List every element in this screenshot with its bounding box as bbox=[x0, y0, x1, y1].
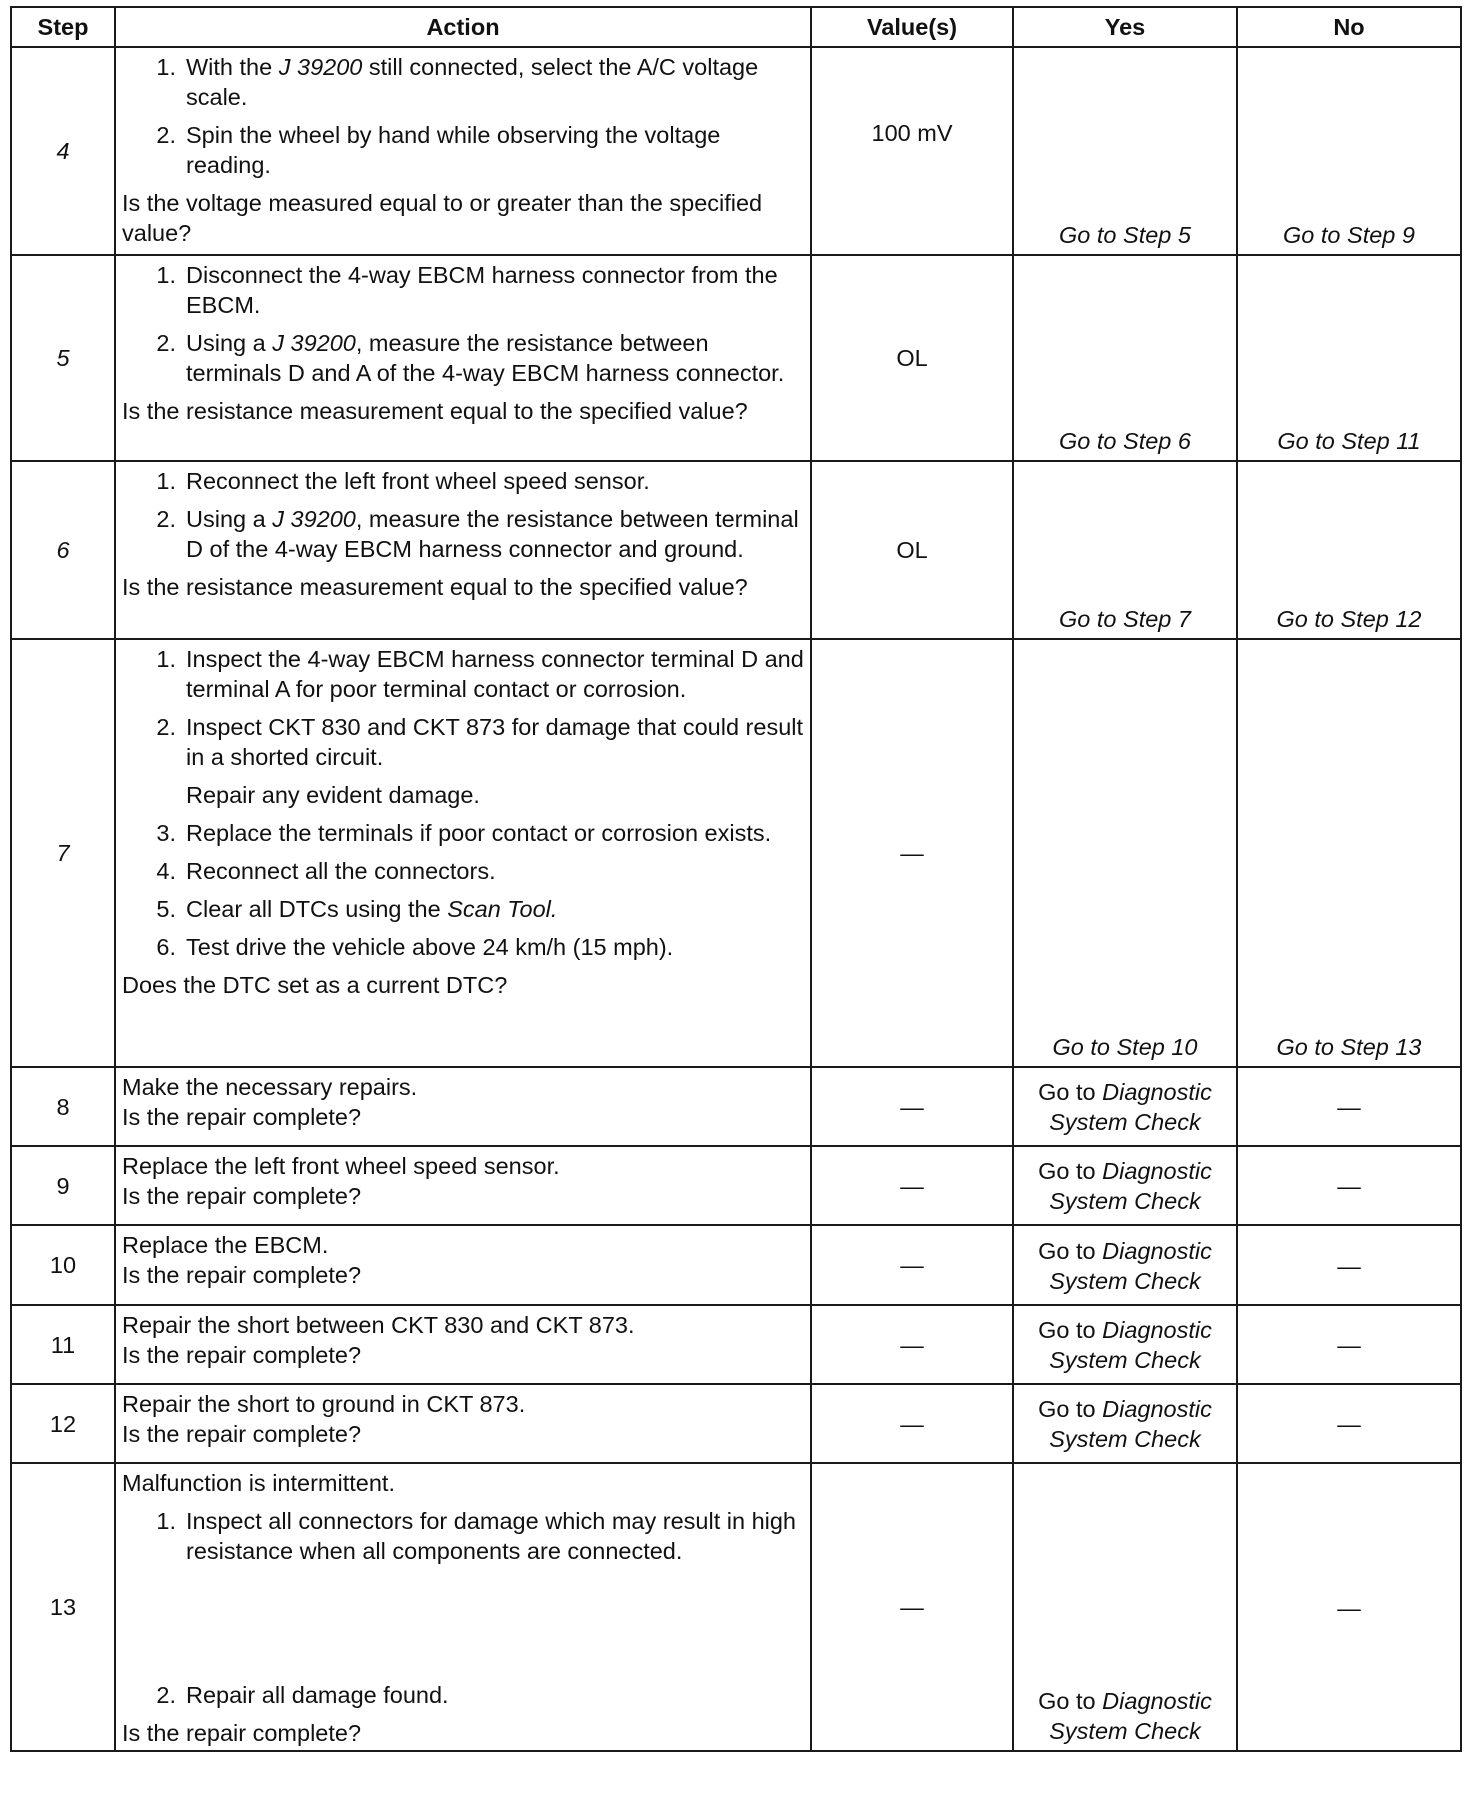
list-item: 4. Reconnect all the connectors. bbox=[156, 858, 496, 884]
list-item: 6. Test drive the vehicle above 24 km/h (15 mph). bbox=[156, 934, 674, 960]
question-text: Is the resistance measurement equal to the specified value? bbox=[122, 398, 748, 424]
question-text: Is the repair complete? bbox=[122, 1421, 362, 1447]
no-cell: Go to Step 9 bbox=[1237, 47, 1461, 255]
no-cell: — bbox=[1237, 1463, 1461, 1751]
list-item: 1. Disconnect the 4-way EBCM harness connector from the EBCM. bbox=[156, 262, 778, 318]
list-item: 1. With the J 39200 still connected, select the A/C voltage scale. bbox=[156, 54, 759, 110]
step-number: 6 bbox=[11, 461, 115, 639]
header-row bbox=[11, 7, 1461, 47]
yes-cell: Go to Step 10 bbox=[1013, 639, 1237, 1067]
value-cell: OL bbox=[811, 255, 1013, 461]
list-item: 1. Inspect the 4-way EBCM harness connector terminal D and terminal A for poor terminal contact or corrosion. bbox=[156, 646, 804, 702]
step-number: 11 bbox=[11, 1305, 115, 1384]
no-cell: — bbox=[1237, 1067, 1461, 1146]
step-number: 12 bbox=[11, 1384, 115, 1463]
header-no: No bbox=[1237, 7, 1461, 47]
yes-cell: Go to Diagnostic System Check bbox=[1013, 1384, 1237, 1463]
yes-cell: Go to Diagnostic System Check bbox=[1013, 1463, 1237, 1751]
diagnostic-table bbox=[10, 6, 1462, 1752]
action-cell bbox=[115, 1463, 811, 1751]
table-row bbox=[11, 1305, 1461, 1384]
action-text: Make the necessary repairs. bbox=[122, 1074, 418, 1100]
step-number: 9 bbox=[11, 1146, 115, 1225]
value-cell: — bbox=[811, 1384, 1013, 1463]
diagnostic-table-sheet bbox=[10, 6, 1462, 1752]
header-step: Step bbox=[11, 7, 115, 47]
no-cell: — bbox=[1237, 1225, 1461, 1305]
question-text: Is the repair complete? bbox=[122, 1262, 362, 1288]
question-text: Is the repair complete? bbox=[122, 1183, 362, 1209]
table-row bbox=[11, 255, 1461, 461]
list-item: 5. Clear all DTCs using the Scan Tool. bbox=[156, 896, 558, 922]
table-row bbox=[11, 47, 1461, 255]
yes-cell: Go to Step 7 bbox=[1013, 461, 1237, 639]
step-number: 8 bbox=[11, 1067, 115, 1146]
no-cell: — bbox=[1237, 1384, 1461, 1463]
value-cell: — bbox=[811, 1225, 1013, 1305]
table-row bbox=[11, 1384, 1461, 1463]
value-cell: — bbox=[811, 639, 1013, 1067]
question-text: Does the DTC set as a current DTC? bbox=[122, 972, 508, 998]
question-text: Is the repair complete? bbox=[122, 1342, 362, 1368]
list-item: 3. Replace the terminals if poor contact or corrosion exists. bbox=[156, 820, 772, 846]
yes-cell: Go to Diagnostic System Check bbox=[1013, 1225, 1237, 1305]
header-yes: Yes bbox=[1013, 7, 1237, 47]
yes-cell: Go to Diagnostic System Check bbox=[1013, 1067, 1237, 1146]
list-item: 2. Using a J 39200, measure the resistance between terminal D of the 4-way EBCM harness connector and ground. bbox=[156, 506, 799, 562]
yes-cell: Go to Step 5 bbox=[1013, 47, 1237, 255]
header-values: Value(s) bbox=[811, 7, 1013, 47]
list-item: 2. Using a J 39200, measure the resistance between terminals D and A of the 4-way EBCM harness connector. bbox=[156, 330, 785, 386]
question-text: Is the voltage measured equal to or greater than the specified value? bbox=[122, 190, 763, 246]
action-cell bbox=[115, 255, 811, 461]
value-cell: OL bbox=[811, 461, 1013, 639]
list-subnote: Repair any evident damage. bbox=[186, 782, 480, 808]
action-cell bbox=[115, 1067, 811, 1146]
step-number: 7 bbox=[11, 639, 115, 1067]
question-text: Is the repair complete? bbox=[122, 1104, 362, 1130]
action-cell bbox=[115, 1225, 811, 1305]
action-cell bbox=[115, 639, 811, 1067]
list-item: 2. Spin the wheel by hand while observing the voltage reading. bbox=[156, 122, 721, 178]
action-cell bbox=[115, 1384, 811, 1463]
step-number: 13 bbox=[11, 1463, 115, 1751]
step-number: 10 bbox=[11, 1225, 115, 1305]
no-cell: Go to Step 12 bbox=[1237, 461, 1461, 639]
value-cell: 100 mV bbox=[811, 47, 1013, 255]
list-item: 2. Repair all damage found. bbox=[156, 1682, 449, 1708]
action-cell bbox=[115, 461, 811, 639]
no-cell: Go to Step 13 bbox=[1237, 639, 1461, 1067]
question-text: Is the repair complete? bbox=[122, 1720, 362, 1746]
value-cell: — bbox=[811, 1463, 1013, 1751]
table-row bbox=[11, 461, 1461, 639]
no-cell: — bbox=[1237, 1305, 1461, 1384]
action-text: Replace the EBCM. bbox=[122, 1232, 329, 1258]
action-text: Repair the short to ground in CKT 873. bbox=[122, 1391, 526, 1417]
table-row bbox=[11, 1225, 1461, 1305]
list-item: 1. Reconnect the left front wheel speed sensor. bbox=[156, 468, 650, 494]
question-text: Is the resistance measurement equal to the specified value? bbox=[122, 574, 748, 600]
value-cell: — bbox=[811, 1146, 1013, 1225]
table-row bbox=[11, 1463, 1461, 1751]
table-row bbox=[11, 639, 1461, 1067]
value-cell: — bbox=[811, 1067, 1013, 1146]
no-cell: — bbox=[1237, 1146, 1461, 1225]
action-cell bbox=[115, 1146, 811, 1225]
step-number: 5 bbox=[11, 255, 115, 461]
table-row bbox=[11, 1067, 1461, 1146]
action-text: Repair the short between CKT 830 and CKT 873. bbox=[122, 1312, 635, 1338]
action-cell bbox=[115, 1305, 811, 1384]
yes-cell: Go to Diagnostic System Check bbox=[1013, 1305, 1237, 1384]
no-cell: Go to Step 11 bbox=[1237, 255, 1461, 461]
action-text: Malfunction is intermittent. bbox=[122, 1470, 395, 1496]
table-row bbox=[11, 1146, 1461, 1225]
list-item: 2. Inspect CKT 830 and CKT 873 for damage that could result in a shorted circuit. bbox=[156, 714, 804, 770]
action-text: Replace the left front wheel speed sensor. bbox=[122, 1153, 560, 1179]
action-cell bbox=[115, 47, 811, 255]
yes-cell: Go to Diagnostic System Check bbox=[1013, 1146, 1237, 1225]
header-action: Action bbox=[115, 7, 811, 47]
value-cell: — bbox=[811, 1305, 1013, 1384]
step-number: 4 bbox=[11, 47, 115, 255]
list-item: 1. Inspect all connectors for damage which may result in high resistance when all components are connected. bbox=[156, 1508, 797, 1564]
yes-cell: Go to Step 6 bbox=[1013, 255, 1237, 461]
